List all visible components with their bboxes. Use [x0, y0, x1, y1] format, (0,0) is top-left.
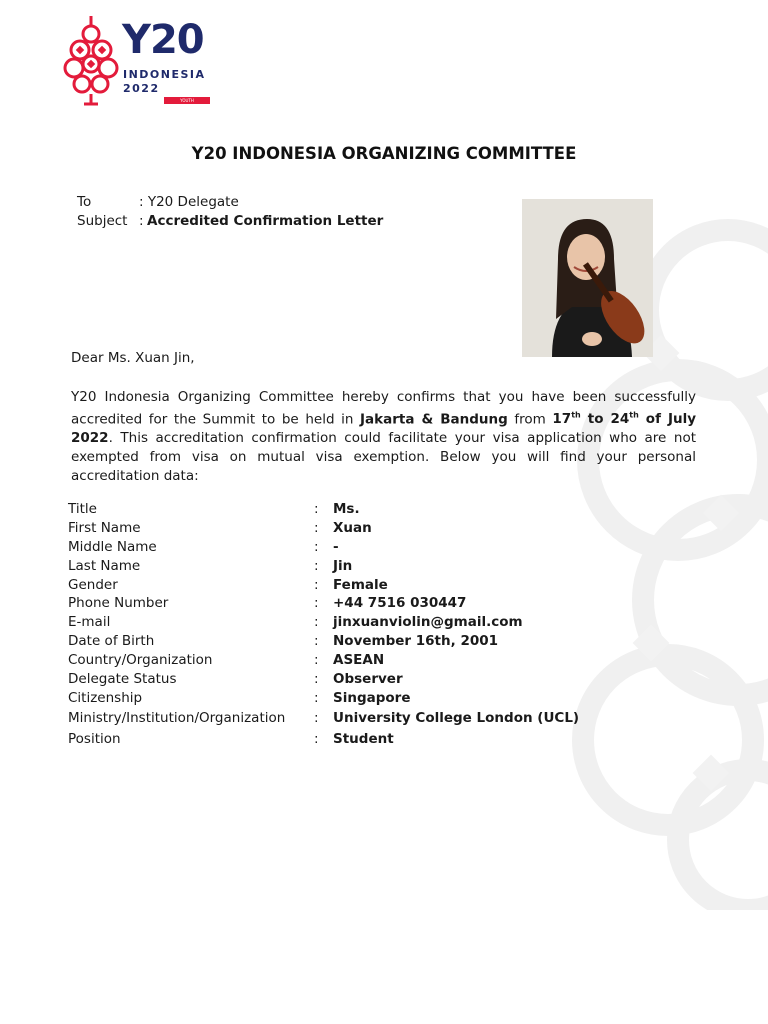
- field-label: Middle Name: [68, 538, 157, 555]
- field-value: Female: [333, 576, 388, 593]
- field-colon: :: [314, 501, 319, 517]
- field-label: Phone Number: [68, 595, 169, 612]
- field-colon: :: [314, 576, 319, 593]
- field-value: Observer: [333, 671, 403, 688]
- body-date-mid: to 24: [580, 411, 630, 428]
- body-part-2: from: [507, 411, 553, 428]
- field-value: Xuan: [333, 519, 372, 536]
- meta-subject-value: Accredited Confirmation Letter: [147, 213, 384, 229]
- field-label: Date of Birth: [68, 633, 155, 650]
- field-label: Gender: [68, 576, 118, 593]
- field-value: Singapore: [333, 689, 411, 706]
- field-value: -: [333, 538, 339, 555]
- body-part-3: . This accreditation confirmation could facilitate your visa application who are not exempted from visa on mutual visa exemption. Below you will find your personal accreditation data:: [71, 430, 696, 484]
- field-value: +44 7516 030447: [333, 595, 467, 612]
- field-colon: :: [314, 671, 319, 688]
- body-part-1: Y20 Indonesia Organizing Committee hereby confirms that you have been successfully accredited for the Summit to be held in: [71, 389, 696, 428]
- data-row-citizenship: [68, 689, 579, 708]
- meta-subject-label: Subject: [77, 213, 128, 229]
- body-date-end: of July 2022: [71, 411, 697, 447]
- body-date-end-suffix: th: [629, 410, 639, 420]
- field-colon: :: [314, 652, 319, 669]
- field-colon: :: [314, 633, 319, 650]
- body-paragraph: [71, 388, 696, 485]
- accreditation-data-table: [68, 500, 579, 750]
- field-value: Jin: [333, 557, 353, 574]
- data-row-delegate-status: [68, 670, 579, 689]
- delegate-photo: [522, 199, 653, 357]
- field-label: E-mail: [68, 614, 111, 631]
- field-value: jinxuanviolin@gmail.com: [333, 614, 523, 631]
- logo-country: INDONESIA: [123, 68, 206, 81]
- letter-heading: Y20 INDONESIA ORGANIZING COMMITTEE: [191, 144, 577, 163]
- data-row-middle-name: [68, 538, 579, 557]
- field-label: Last Name: [68, 557, 141, 574]
- field-label: First Name: [68, 519, 141, 536]
- field-colon: :: [314, 557, 319, 574]
- field-label: Country/Organization: [68, 652, 213, 669]
- letter-meta: [77, 193, 383, 231]
- logo-youth-tag: YOUTH: [164, 97, 210, 104]
- data-row-last-name: [68, 557, 579, 576]
- field-label: Citizenship: [68, 689, 143, 706]
- data-row-country: [68, 651, 579, 670]
- field-value: ASEAN: [333, 652, 385, 669]
- data-row-position: [68, 729, 579, 750]
- meta-to-row: [77, 193, 383, 212]
- field-colon: :: [314, 689, 319, 706]
- body-date-start: 17: [552, 411, 572, 428]
- field-value: November 16th, 2001: [333, 633, 499, 650]
- body-date-start-suffix: th: [571, 410, 581, 420]
- field-value: Student: [333, 730, 394, 747]
- data-row-phone: [68, 594, 579, 613]
- meta-subject-row: [77, 212, 383, 231]
- field-label: Title: [68, 501, 97, 517]
- field-label: Ministry/Institution/Organization: [68, 709, 286, 726]
- data-row-dob: [68, 632, 579, 651]
- field-colon: :: [314, 614, 319, 631]
- logo-year: 2022: [123, 82, 160, 95]
- field-colon: :: [314, 709, 319, 726]
- field-label: Position: [68, 730, 121, 747]
- batik-emblem-icon: [62, 12, 120, 108]
- field-value: Ms.: [333, 501, 360, 517]
- data-row-title: [68, 500, 579, 519]
- data-row-institution: [68, 708, 579, 729]
- body-place: Jakarta & Bandung: [360, 411, 508, 428]
- data-row-email: [68, 613, 579, 632]
- meta-subject-colon: :: [139, 213, 144, 229]
- field-colon: :: [314, 730, 319, 747]
- field-colon: :: [314, 595, 319, 612]
- data-row-first-name: [68, 519, 579, 538]
- data-row-gender: [68, 576, 579, 595]
- field-label: Delegate Status: [68, 671, 177, 688]
- portrait-illustration: [522, 199, 653, 357]
- meta-to-label: To: [77, 194, 92, 210]
- y20-logo: [62, 12, 222, 110]
- logo-wordmark: Y20: [122, 17, 204, 63]
- meta-to-value: : Y20 Delegate: [139, 194, 239, 210]
- field-value: University College London (UCL): [333, 709, 580, 726]
- field-colon: :: [314, 519, 319, 536]
- field-colon: :: [314, 538, 319, 555]
- salutation: Dear Ms. Xuan Jin,: [71, 350, 195, 366]
